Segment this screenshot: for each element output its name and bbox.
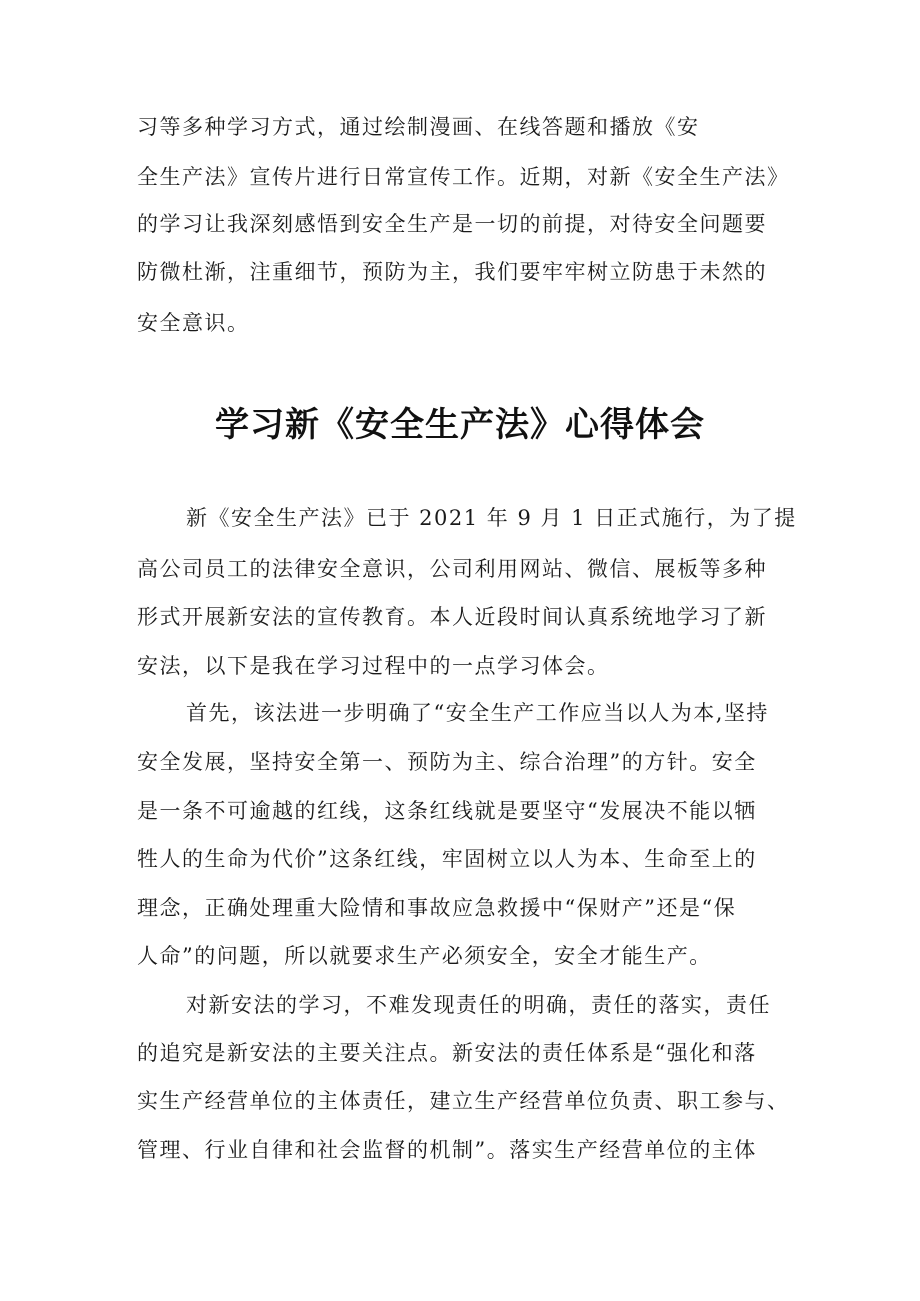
- paragraph-line: 人命”的问题，所以就要求生产必须安全，安全才能生产。: [137, 944, 712, 968]
- paragraph-line: 首先，该法进一步明确了“安全生产工作应当以人为本,坚持: [186, 701, 769, 725]
- paragraph-line: 形式开展新安法的宣传教育。本人近段时间认真系统地学习了新: [137, 605, 767, 629]
- paragraph-line: 新《安全生产法》已于 2021 年 9 月 1 日正式施行，为了提: [186, 506, 797, 530]
- intro-line: 全生产法》宣传片进行日常宣传工作。近期，对新《安全生产法》: [137, 165, 790, 189]
- paragraph-line: 安法，以下是我在学习过程中的一点学习体会。: [137, 654, 610, 678]
- paragraph-line: 实生产经营单位的主体责任，建立生产经营单位负责、职工参与、: [137, 1089, 790, 1113]
- paragraph-line: 牲人的生命为代价”这条红线，牢固树立以人为本、生命至上的: [137, 847, 757, 871]
- paragraph-line: 安全发展，坚持安全第一、预防为主、综合治理”的方针。安全: [137, 750, 757, 774]
- paragraph-line: 高公司员工的法律安全意识，公司利用网站、微信、展板等多种: [137, 557, 767, 581]
- paragraph-line: 理念，正确处理重大险情和事故应急救援中“保财产”还是“保: [137, 896, 737, 920]
- paragraph-line: 是一条不可逾越的红线，这条红线就是要坚守“发展决不能以牺: [137, 799, 757, 823]
- intro-line: 的学习让我深刻感悟到安全生产是一切的前提，对待安全问题要: [137, 212, 767, 236]
- paragraph-line: 管理、行业自律和社会监督的机制”。落实生产经营单位的主体: [137, 1138, 757, 1162]
- intro-line: 安全意识。: [137, 311, 250, 335]
- paragraph-line: 对新安法的学习，不难发现责任的明确，责任的落实，责任: [186, 993, 771, 1017]
- intro-line: 习等多种学习方式，通过绘制漫画、在线答题和播放《安: [137, 115, 700, 139]
- intro-line: 防微杜渐，注重细节，预防为主，我们要牢牢树立防患于未然的: [137, 260, 767, 284]
- page-title: 学习新《安全生产法》心得体会: [215, 405, 705, 445]
- paragraph-line: 的追究是新安法的主要关注点。新安法的责任体系是“强化和落: [137, 1041, 757, 1065]
